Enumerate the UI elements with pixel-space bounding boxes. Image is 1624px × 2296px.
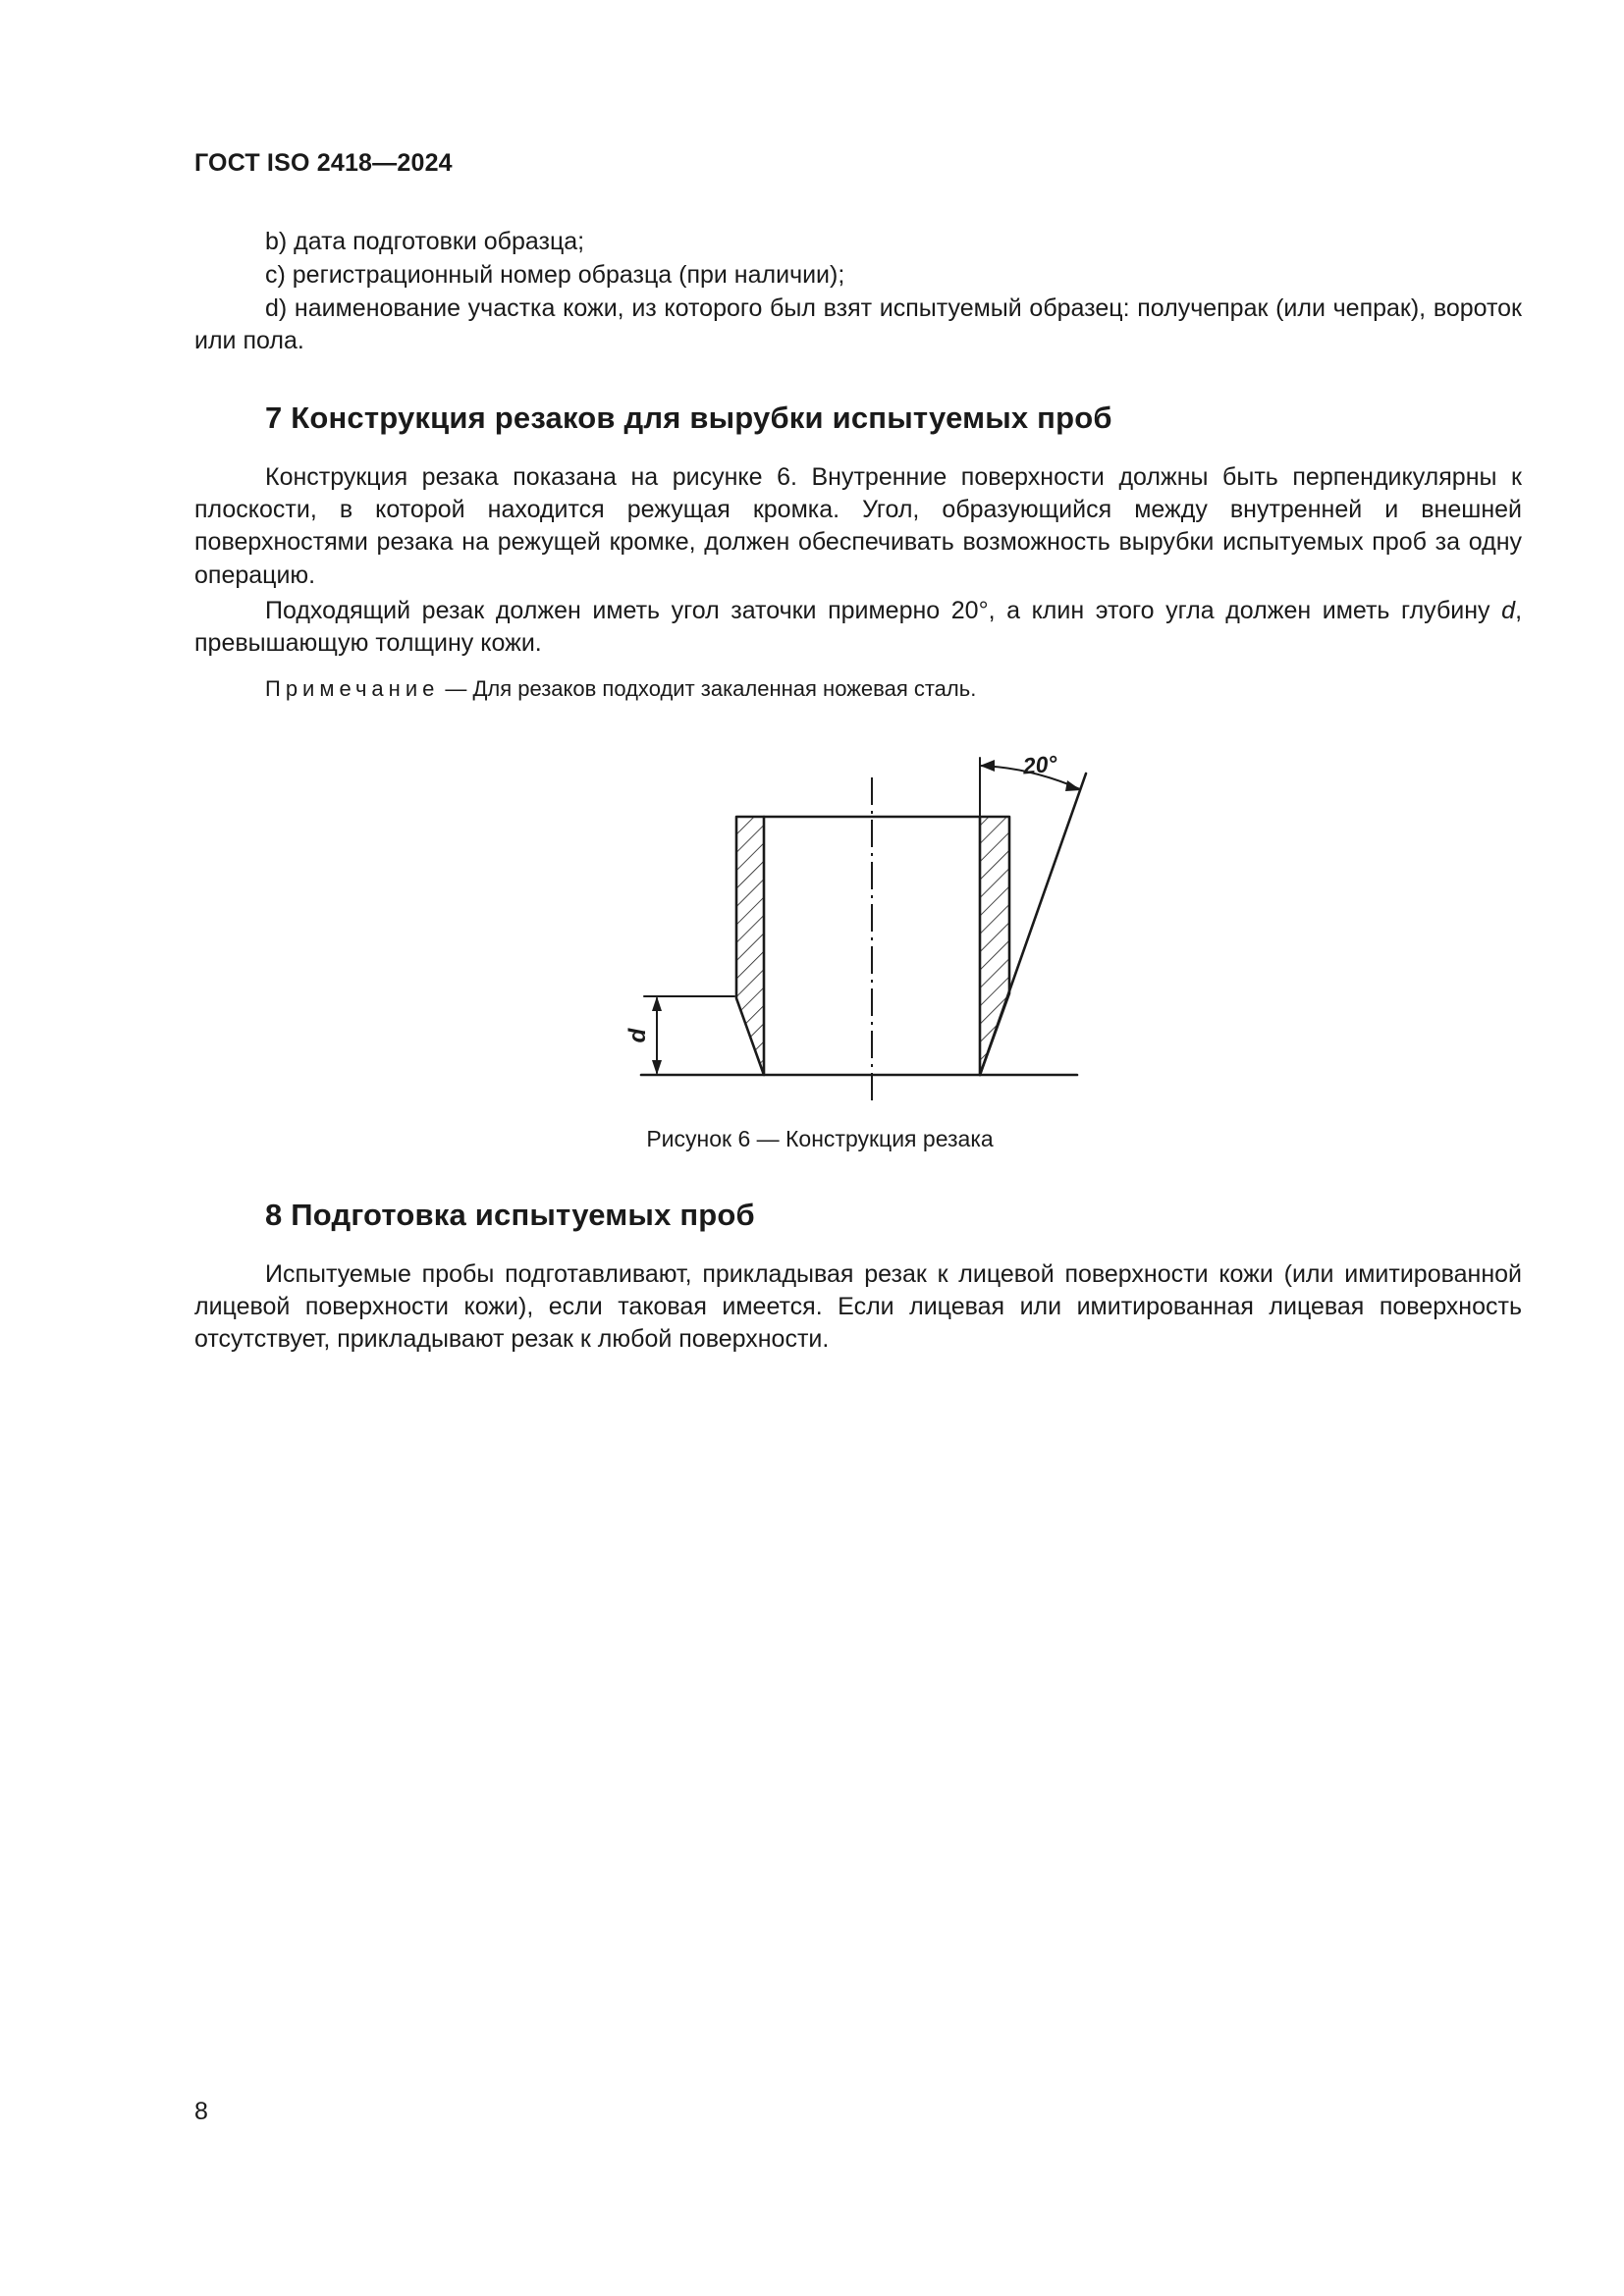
angle-arrow-left xyxy=(980,760,995,772)
dimension-arrow-bottom xyxy=(652,1060,662,1075)
section-8-title: 8 Подготовка испытуемых проб xyxy=(265,1198,755,1232)
section-8-paragraph: Испытуемые пробы подготавливают, прикладывая резак к лицевой поверхности кожи (или имитированной лицевой поверхности кожи), если таковая имеется. Если лицевая или имитированная лицевая поверхность отсутствует, прикладывают резак к любой поверхности. xyxy=(194,1260,1522,1354)
cutter-diagram xyxy=(624,741,1090,1114)
depth-label: d xyxy=(624,1028,651,1043)
section-7-paragraph-1: Конструкция резака показана на рисунке 6. Внутренние поверхности должны быть перпендикулярны к плоскости, в которой находится режущая кромка. Угол, образующийся между внутренней и внешней поверхностями резака на режущей кромке, должен обеспечивать возможность вырубки испытуемых проб за одну операцию. xyxy=(194,463,1522,589)
note-label: Примечание xyxy=(265,676,440,701)
list-item-d: d) наименование участка кожи, из которого был взят испытуемый образец: получепрак (или чепрак), вороток или пола. xyxy=(194,294,1522,354)
depth-symbol: d xyxy=(1501,597,1516,624)
angle-arrow-right xyxy=(1065,780,1081,791)
document-header: ГОСТ ISO 2418—2024 xyxy=(194,149,453,177)
section-7-title: 7 Конструкция резаков для вырубки испытуемых проб xyxy=(265,400,1112,435)
note-text: — Для резаков подходит закаленная ножевая сталь. xyxy=(445,676,977,701)
section-7-paragraph-2-text: Подходящий резак должен иметь угол заточки примерно 20°, а клин этого угла должен иметь глубину xyxy=(265,597,1490,624)
section-7-paragraph-2 xyxy=(194,595,1522,660)
left-wall-section xyxy=(736,817,764,1075)
note xyxy=(265,676,976,702)
figure-caption: Рисунок 6 — Конструкция резака xyxy=(646,1126,994,1151)
list-item-c: c) регистрационный номер образца (при наличии); xyxy=(265,261,845,289)
dimension-arrow-top xyxy=(652,996,662,1011)
section-7-paragraph-2-end: , превышающую толщину кожи. xyxy=(194,597,1523,658)
list-item-b: b) дата подготовки образца; xyxy=(265,228,585,255)
page-number: 8 xyxy=(194,2098,208,2125)
angle-label: 20° xyxy=(1021,750,1058,779)
